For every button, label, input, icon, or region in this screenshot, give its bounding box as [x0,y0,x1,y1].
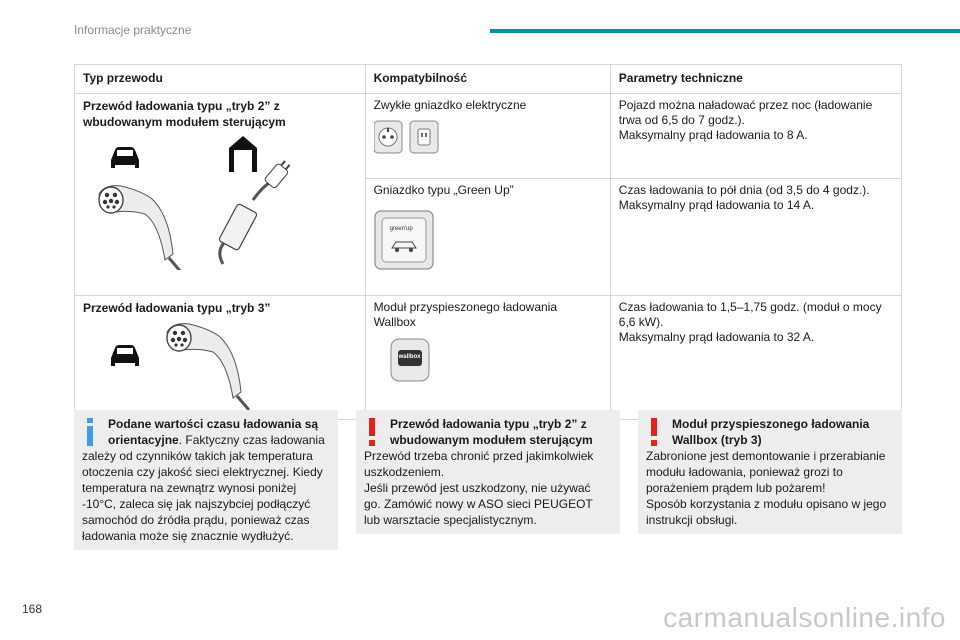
compat-cell [365,296,610,420]
section-header: Informacje praktyczne [74,23,192,37]
cable-spec-table [74,64,902,420]
car-icon [111,345,139,366]
cable-type-cell [75,94,366,296]
column-header: Typ przewodu [75,65,366,94]
info-note [74,410,338,550]
cable-type-label: Przewód ładowania typu „tryb 2” z wbudowanym modułem sterującym [83,99,286,129]
wallbox-label: wallbox [398,354,421,360]
compat-cell [365,179,610,296]
control-box-icon [218,158,292,264]
household-socket-icon [374,119,444,159]
cable-type-cell [75,296,366,420]
compat-cell [365,94,610,179]
header-accent-bar [490,29,960,33]
table-row [75,296,902,420]
table-row [75,94,902,179]
note-body: orientacyjne. Faktyczny czas ładowania [108,433,325,447]
green-up-socket-icon [374,210,434,270]
column-header: Kompatybilność [365,65,610,94]
car-icon [111,147,139,168]
warning-icon [648,418,660,446]
compat-label: Gniazdko typu „Green Up” [373,183,514,197]
connector-plug-icon [99,186,181,270]
note-heading: Podane wartości czasu ładowania są [108,417,319,431]
green-up-label: green'up [389,226,413,232]
cable-type-label: Przewód ładowania typu „tryb 3” [83,301,271,315]
connector-plug-icon [167,324,249,410]
note-body: zależy od czynników takich jak temperatura otoczenia czy jakość sieci elektrycznej. Kiedy temperatura na zewnątrz wynosi poniżej -10°C, zaleca się jak najszybciej podłączyć samochód do źródła prądu, ponieważ czas ładowania może się znacznie wydłużyć. [82,449,323,543]
params-text: Pojazd można naładować przez noc (ładowanie trwa od 6,5 do 7 godz.). Maksymalny prąd ładowania to 8 A. [618,98,873,142]
warning-note [356,410,620,534]
table-header-row [75,65,902,94]
mode2-cable-illustration [83,130,357,273]
warning-icon [366,418,378,446]
note-body: Przewód trzeba chronić przed jakimkolwiek uszkodzeniem. Jeśli przewód jest uszkodzony, nie używać go. Zamówić nowy w ASO sieci PEUGEOT lub warsztacie specjalistycznym. [364,449,594,527]
compat-label: Zwykłe gniazdko elektryczne [373,98,527,112]
params-cell [610,94,901,179]
note-body: Zabronione jest demontowanie i przerabianie modułu ładowania, ponieważ grozi to porażeniem prądem lub pożarem! Sposób korzystania z modułu opisano w jego instrukcji obsługi. [646,449,887,527]
params-text: Czas ładowania to pół dnia (od 3,5 do 4 godz.). Maksymalny prąd ładowania to 14 A. [618,183,870,212]
watermark: carmanualsonline.info [663,602,946,633]
params-text: Czas ładowania to 1,5–1,75 godz. (moduł o mocy 6,6 kW). Maksymalny prąd ładowania to 32 A. [618,300,882,344]
warning-note [638,410,902,534]
column-header: Parametry techniczne [610,65,901,94]
info-icon [84,418,96,446]
mode3-cable-illustration [83,316,357,415]
house-icon [229,136,257,172]
wallbox-icon [390,338,430,382]
note-heading: Moduł przyspieszonego ładowania Wallbox (tryb 3) [672,417,870,447]
note-heading: Przewód ładowania typu „tryb 2” z wbudowanym modułem sterującym [390,417,593,447]
params-cell [610,179,901,296]
page-number: 168 [22,602,43,616]
compat-label: Moduł przyspieszonego ładowania Wallbox [373,300,558,329]
params-cell [610,296,901,420]
